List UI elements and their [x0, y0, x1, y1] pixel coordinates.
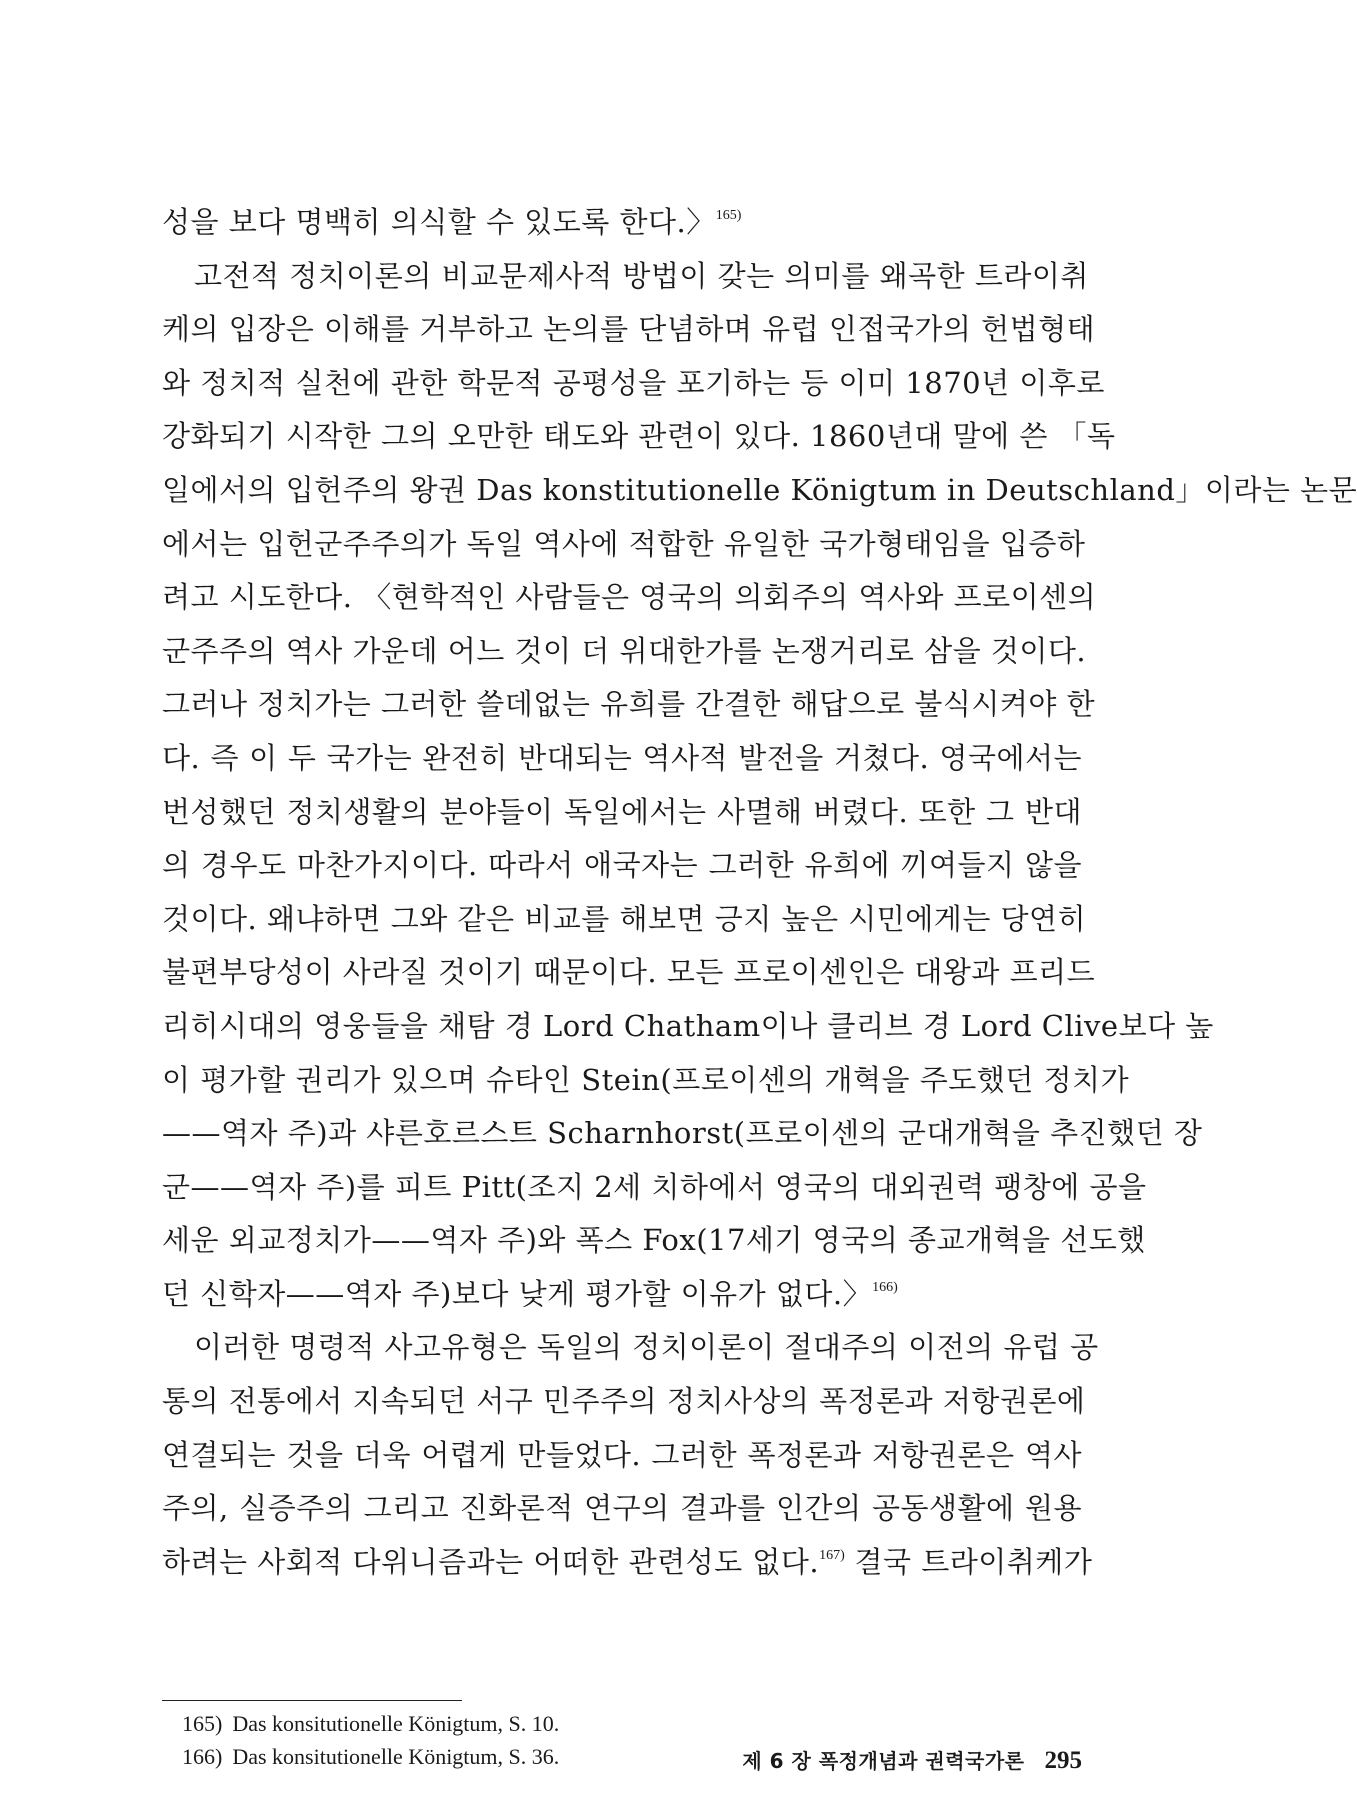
text-line: 의 경우도 마찬가지이다. 따라서 애국자는 그러한 유희에 끼여들지 않을	[162, 848, 1082, 883]
footnote-number: 166)	[182, 1744, 223, 1769]
text-line: 그러나 정치가는 그러한 쓸데없는 유희를 간결한 해답으로 불식시켜야 한	[162, 687, 1096, 722]
footnote-ref: 167)	[819, 1547, 845, 1563]
text-line: 것이다. 왜냐하면 그와 같은 비교를 해보면 긍지 높은 시민에게는 당연히	[162, 901, 1087, 936]
text-line: ——역자 주)과 샤른호르스트 Scharnhorst(프로이센의 군대개혁을 추진했던 장	[162, 1116, 1203, 1151]
text-line: 케의 입장은 이해를 거부하고 논의를 단념하며 유럽 인접국가의 헌법형태	[162, 312, 1096, 347]
footnote-text: Das konsitutionelle Königtum, S. 36.	[232, 1744, 560, 1769]
footnote-divider	[162, 1700, 462, 1701]
text-line: 세운 외교정치가——역자 주)와 폭스 Fox(17세기 영국의 종교개혁을 선도했	[162, 1223, 1146, 1258]
text-line: 이 평가할 권리가 있으며 슈타인 Stein(프로이센의 개혁을 주도했던 정치가	[162, 1062, 1130, 1097]
page-number: 295	[1044, 1747, 1082, 1774]
text-line: 던 신학자——역자 주)보다 낮게 평가할 이유가 없다.〉$^{166)}$	[162, 1276, 898, 1311]
text-line: 연결되는 것을 더욱 어렵게 만들었다. 그러한 폭정론과 저항권론은 역사	[162, 1437, 1082, 1472]
text-line: 강화되기 시작한 그의 오만한 태도와 관련이 있다. 1860년대 말에 쓴 「독	[162, 419, 1116, 454]
text-line: 리히시대의 영웅들을 채탐 경 Lord Chatham이나 클리브 경 Lord Clive보다 높	[162, 1008, 1214, 1043]
text-line: 이러한 명령적 사고유형은 독일의 정치이론이 절대주의 이전의 유럽 공	[194, 1330, 1099, 1365]
footnote-ref: 166)	[872, 1279, 898, 1295]
text-line: 번성했던 정치생활의 분야들이 독일에서는 사멸해 버렸다. 또한 그 반대	[162, 794, 1082, 829]
text-line: 와 정치적 실천에 관한 학문적 공평성을 포기하는 등 이미 1870년 이후로	[162, 365, 1105, 400]
text-line: 하려는 사회적 다위니즘과는 어떠한 관련성도 없다.$^{167)}$ 결국 트라이취케가	[162, 1544, 1093, 1579]
footnote-ref: 165)	[715, 208, 742, 223]
text-line: 군——역자 주)를 피트 Pitt(조지 2세 치하에서 영국의 대외권력 팽창에 공을	[162, 1169, 1147, 1204]
text-line: 군주주의 역사 가운데 어느 것이 더 위대한가를 논쟁거리로 삼을 것이다.	[162, 633, 1087, 668]
text-line: 통의 전통에서 지속되던 서구 민주주의 정치사상의 폭정론과 저항권론에	[162, 1384, 1086, 1419]
footnote	[182, 1707, 882, 1740]
text-line: 고전적 정치이론의 비교문제사적 방법이 갖는 의미를 왜곡한 트라이취	[194, 258, 1089, 293]
text-line: 다. 즉 이 두 국가는 완전히 반대되는 역사적 발전을 거쳤다. 영국에서는	[162, 740, 1082, 775]
text-line: 주의, 실증주의 그리고 진화론적 연구의 결과를 인간의 공동생활에 원용	[162, 1491, 1082, 1526]
footnote-text: Das konsitutionelle Königtum, S. 10.	[232, 1711, 560, 1736]
running-footer	[742, 1745, 1082, 1775]
text-line: 불편부당성이 사라질 것이기 때문이다. 모든 프로이센인은 대왕과 프리드	[162, 955, 1096, 990]
body-text	[162, 196, 1357, 1589]
text-line: 일에서의 입헌주의 왕권 Das konstitutionelle Königtum in Deutschland」이라는 논문	[162, 472, 1357, 507]
chapter-title: 제 6 장 폭정개념과 권력국가론	[742, 1749, 1025, 1773]
text-line: 성을 보다 명백히 의식할 수 있도록 한다.〉$^{165)}$	[162, 205, 742, 239]
footnote-number: 165)	[182, 1711, 223, 1736]
text-line: 려고 시도한다. 〈현학적인 사람들은 영국의 의회주의 역사와 프로이센의	[162, 580, 1097, 615]
text-line: 에서는 입헌군주주의가 독일 역사에 적합한 유일한 국가형태임을 입증하	[162, 526, 1086, 561]
